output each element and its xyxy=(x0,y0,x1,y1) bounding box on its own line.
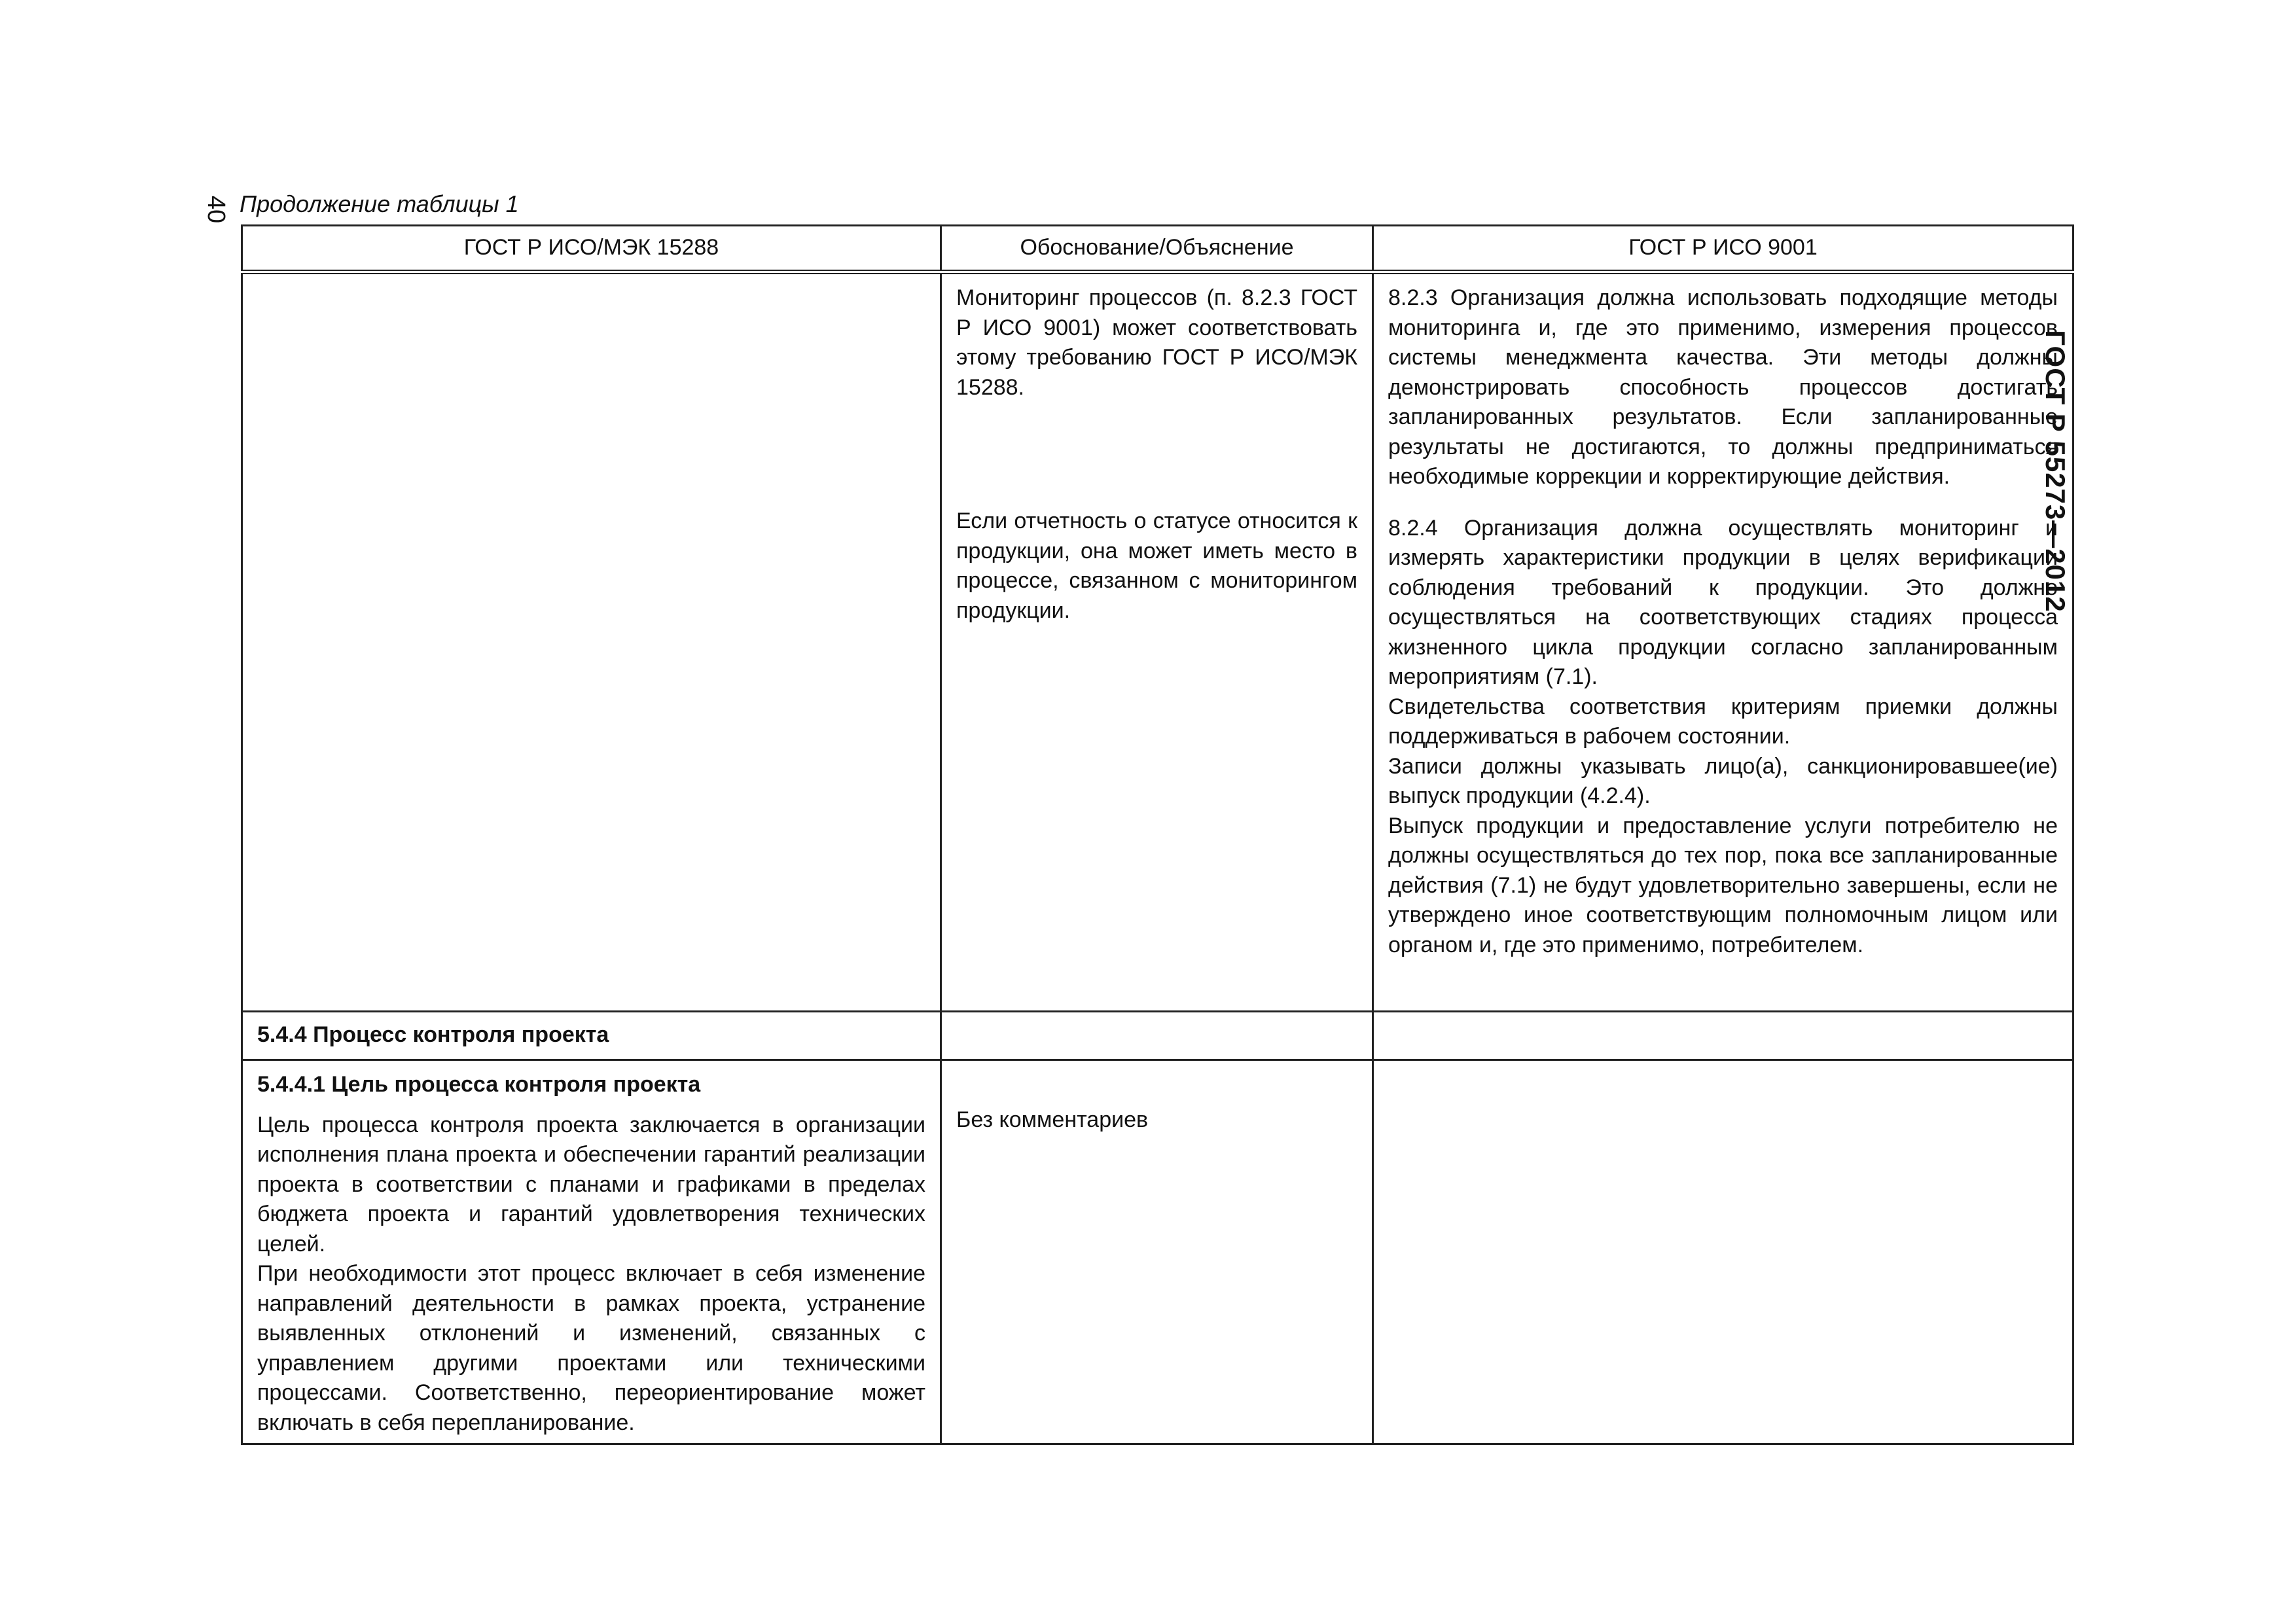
row1-col-c xyxy=(1373,272,2073,1012)
header-justification: Обоснование/Объяснение xyxy=(941,226,1373,272)
section-heading-5-4-4: 5.4.4 Процесс контроля проекта xyxy=(257,1022,609,1047)
row3-col-b xyxy=(941,1060,1373,1444)
standard-code: ГОСТ Р 55273—2012 xyxy=(2040,330,2071,613)
row1-col-b xyxy=(941,272,1373,1012)
table-header-row xyxy=(242,226,2073,272)
row1-col-b-para1: Мониторинг процессов (п. 8.2.3 ГОСТ Р ИСО 9001) может соответствовать этому требованию ГОСТ Р ИСО/МЭК 15288. xyxy=(956,285,1357,400)
row1-col-b-para2: Если отчетность о статусе относится к продукции, она может иметь место в процессе, связанном с мониторингом продукции. xyxy=(956,508,1357,623)
table-row xyxy=(242,272,2073,1012)
row3-col-b-text: Без комментариев xyxy=(956,1107,1149,1132)
row1-col-c-para4: Записи должны указывать лицо(а), санкционировавшее(ие) выпуск продукции (4.2.4). xyxy=(1388,753,2058,808)
comparison-table xyxy=(241,224,2074,1445)
row2-col-c-text xyxy=(1374,1012,2072,1027)
row3-col-a-para1: Цель процесса контроля проекта заключается в организации исполнения плана проекта и обеспечении гарантий реализации проекта в соответствии с планами и графиками в пределах бюджета проекта и гарантий удовлетворения технических целей. xyxy=(257,1112,925,1257)
page-number: 40 xyxy=(202,195,230,224)
row3-col-c-text xyxy=(1374,1061,2072,1075)
header-iso-9001: ГОСТ Р ИСО 9001 xyxy=(1373,226,2073,272)
header-iso-iec-15288: ГОСТ Р ИСО/МЭК 15288 xyxy=(242,226,941,272)
row2-col-a xyxy=(242,1012,941,1060)
row1-col-a xyxy=(242,272,941,1012)
table-caption: Продолжение таблицы 1 xyxy=(240,190,519,217)
section-heading-5-4-4-1: 5.4.4.1 Цель процесса контроля проекта xyxy=(257,1072,701,1097)
row2-col-b xyxy=(941,1012,1373,1060)
table-row xyxy=(242,1060,2073,1444)
row1-col-c-para2: 8.2.4 Организация должна осуществлять мониторинг и измерять характеристики продукции в целях верификации соблюдения требований к продукции. Это должно осуществляться на соответствующих стадиях процесса жизненного цикла продукции согласно запланированным мероприятиям (7.1). xyxy=(1388,515,2058,689)
table-row xyxy=(242,1012,2073,1060)
row3-col-a xyxy=(242,1060,941,1444)
row3-col-a-para2: При необходимости этот процесс включает в себя изменение направлений деятельности в рамках проекта, устранение выявленных отклонений и изменений, связанных с управлением другими проектами или техническими процессами. Соответственно, переориентирование может включать в себя перепланирование. xyxy=(257,1261,925,1435)
row2-col-c xyxy=(1373,1012,2073,1060)
row2-col-b-text xyxy=(942,1012,1372,1027)
row1-col-c-para5: Выпуск продукции и предоставление услуги потребителю не должны осуществляться до тех пор, пока все запланированные действия (7.1) не будут удовлетворительно завершены, если не утверждено иное соответствующим полномочным лицом или органом и, где это применимо, потребителем. xyxy=(1388,813,2058,957)
row3-col-c xyxy=(1373,1060,2073,1444)
row1-col-c-para1: 8.2.3 Организация должна использовать подходящие методы мониторинга и, где это применимо, измерения процессов системы менеджмента качества. Эти методы должны демонстрировать способность процессов достигать запланированных результатов. Если запланированные результаты не достигаются, то должны предприниматься необходимые коррекции и корректирующие действия. xyxy=(1388,285,2058,489)
row1-col-c-para3: Свидетельства соответствия критериям приемки должны поддерживаться в рабочем состоянии. xyxy=(1388,694,2058,749)
row1-col-a-text xyxy=(243,274,940,289)
